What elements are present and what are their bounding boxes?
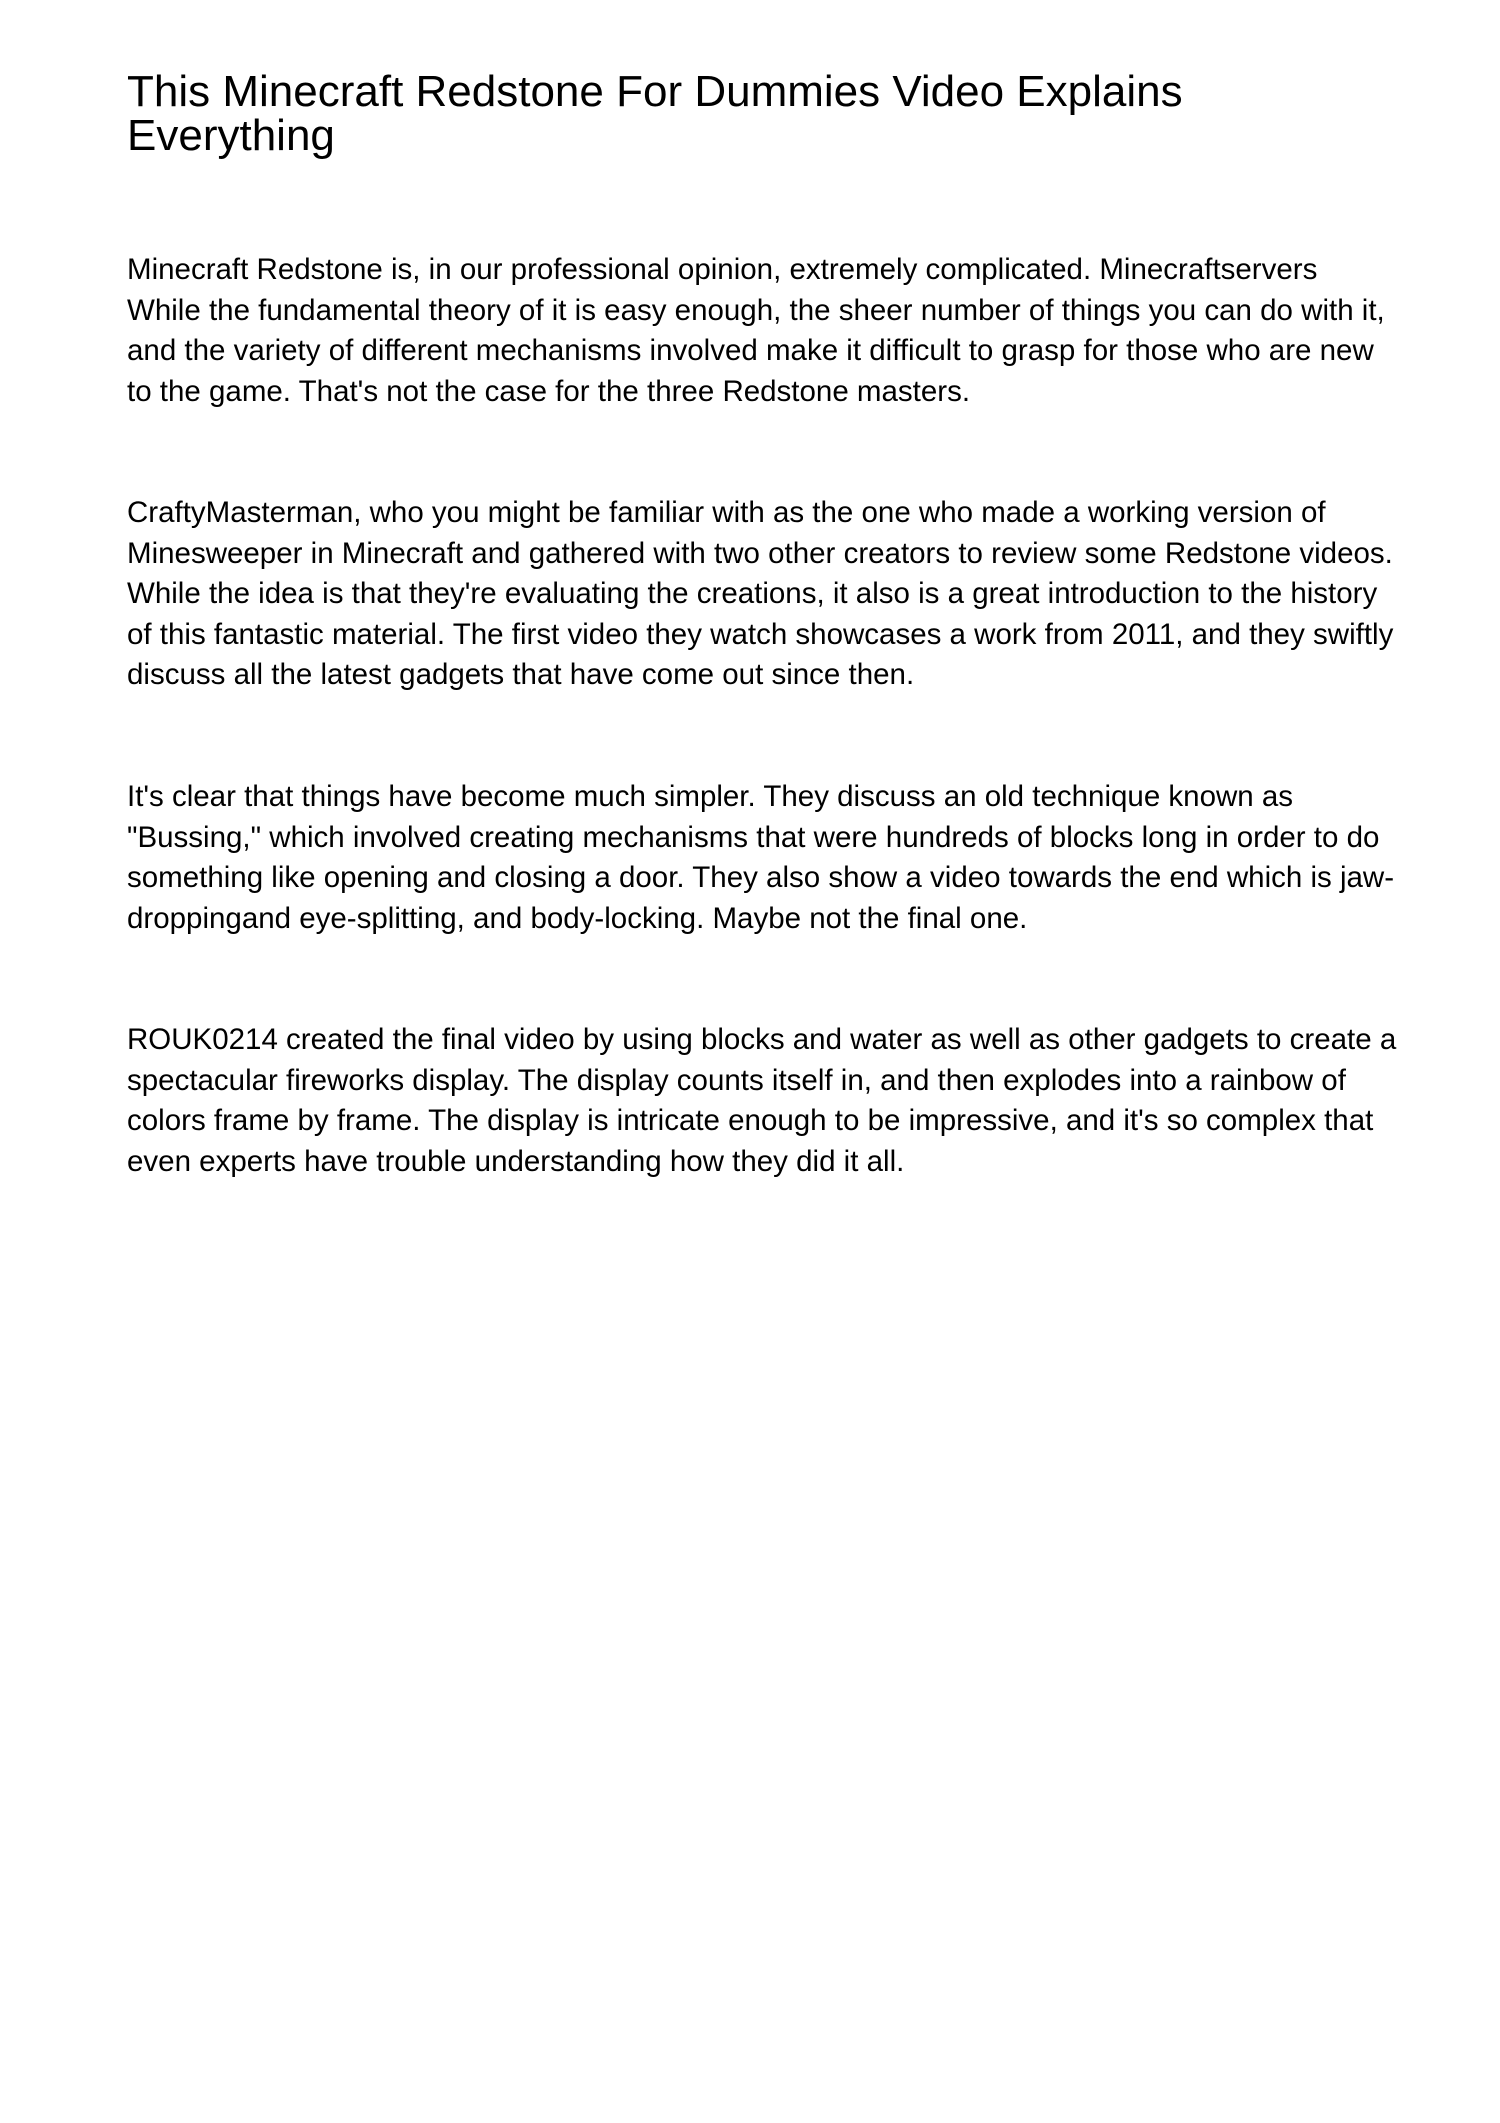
paragraph-3: It's clear that things have become much simpler. They discuss an old technique known as "Bussing," which involved creating mechanisms that were hundreds of blocks long in order to do something like opening and closing a door. They also show a video towards the end which is jaw-droppingand eye-splitting, and body-locking. Maybe not the final one. xyxy=(127,780,1395,935)
page-title: This Minecraft Redstone For Dummies Video Explains Everything xyxy=(127,67,1183,160)
paragraph-4: ROUK0214 created the final video by using blocks and water as well as other gadgets to create a spectacular fireworks display. The display counts itself in, and then explodes into a rainbow of colors frame by frame. The display is intricate enough to be impressive, and it's so complex that even experts have trouble understanding how they did it all. xyxy=(127,1023,1397,1178)
paragraph-2: CraftyMasterman, who you might be familiar with as the one who made a working version of Minesweeper in Minecraft and gathered with two other creators to review some Redstone videos. While the idea is that they're evaluating the creations, it also is a great introduction to the history of this fantastic material. The first video they watch showcases a work from 2011, and they swiftly discuss all the latest gadgets that have come out since then. xyxy=(127,496,1394,691)
paragraph-1: Minecraft Redstone is, in our professional opinion, extremely complicated. Minecraftservers While the fundamental theory of it is easy enough, the sheer number of things you can do with it, and the variety of different mechanisms involved make it difficult to grasp for those who are new to the game. That's not the case for the three Redstone masters. xyxy=(127,253,1385,408)
